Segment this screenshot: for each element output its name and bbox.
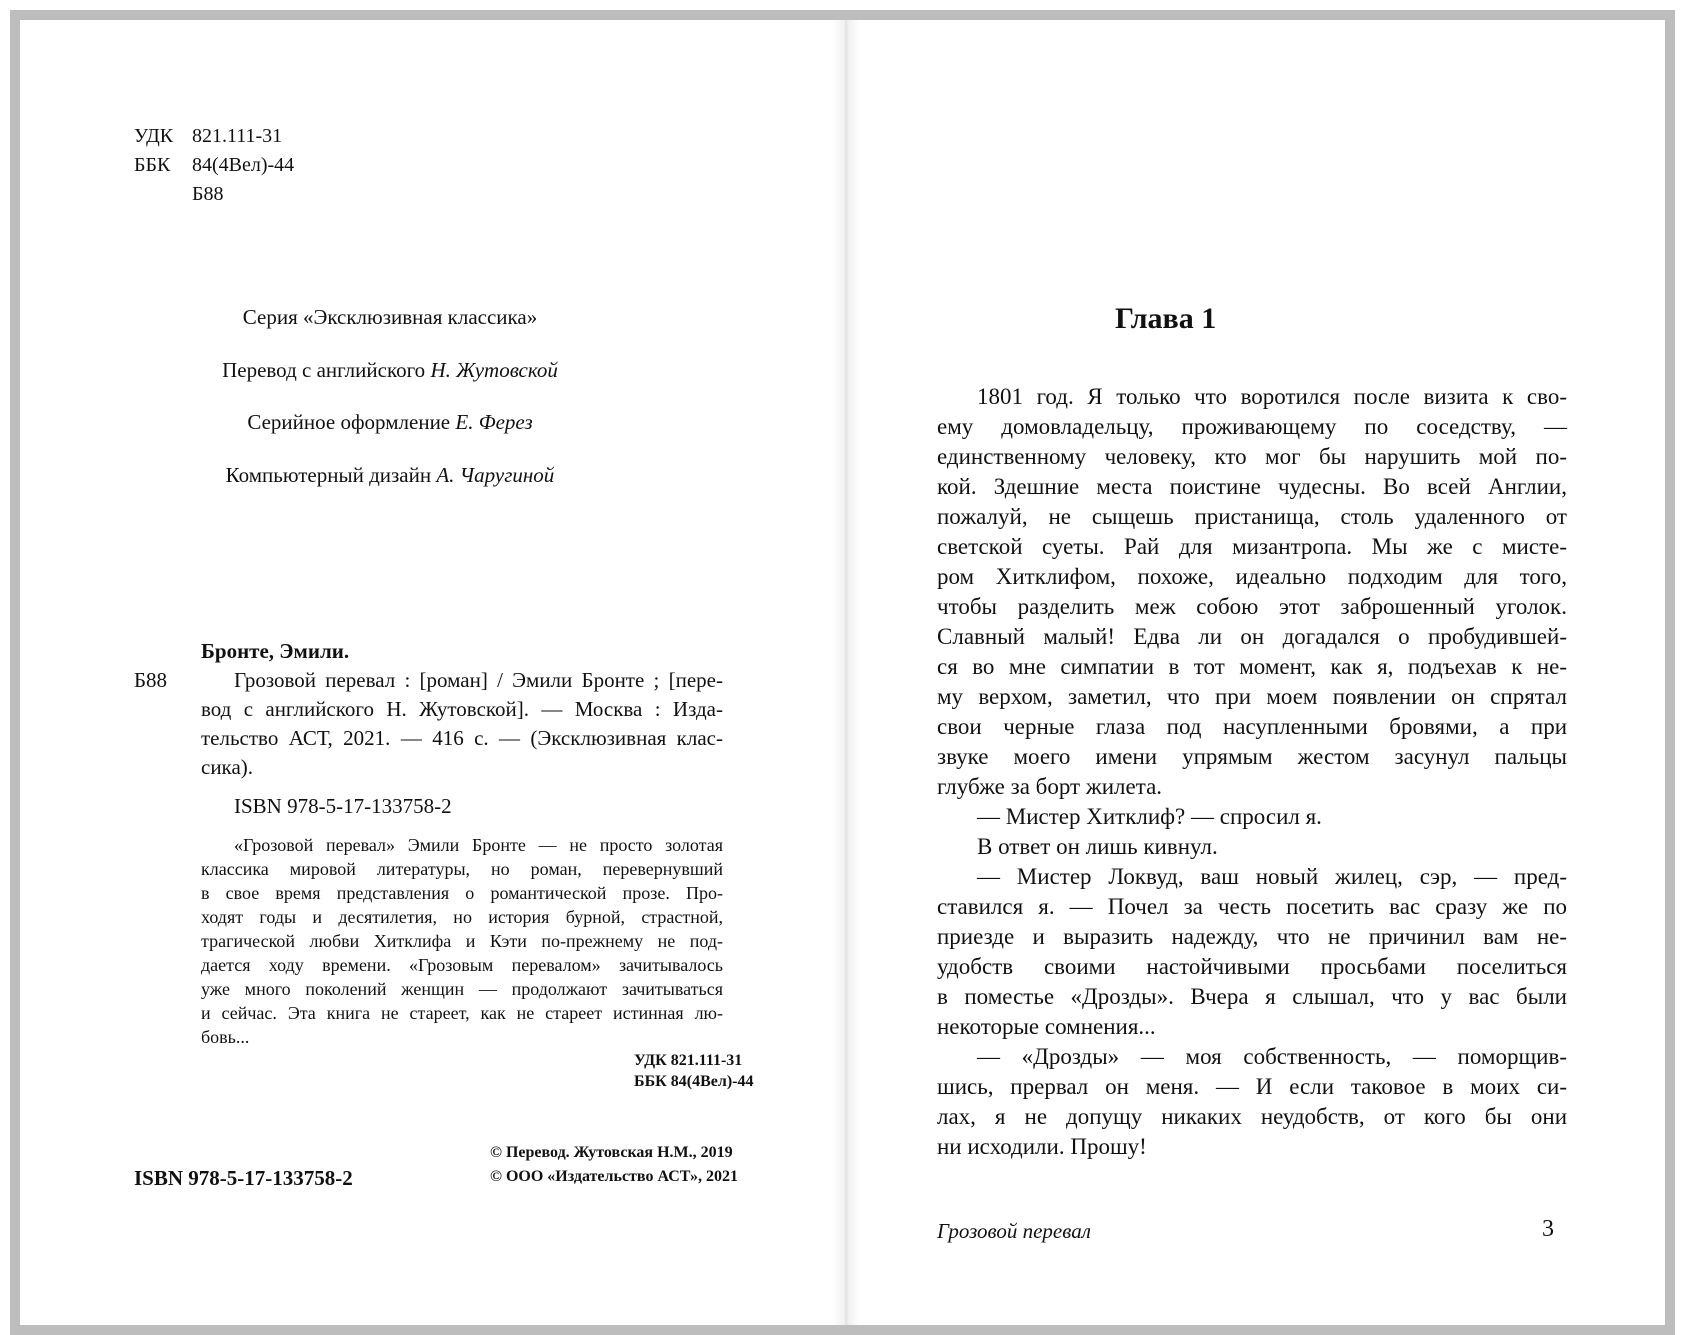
- copyright-translation: © Перевод. Жутовская Н.М., 2019: [490, 1144, 733, 1161]
- text-line: ни исходили. Прошу!: [937, 1134, 1147, 1159]
- biblio-line-2: вод с английского Н. Жутовской]. — Москва : Изда-: [201, 697, 723, 721]
- book-gutter: [832, 20, 860, 1325]
- annotation-line: и сейчас. Эта книга не стареет, как не стареет истинная лю-: [201, 1003, 723, 1023]
- text-line: звуке моего имени упрямым жестом засунул пальцы: [937, 744, 1567, 769]
- running-footer: Грозовой перевал: [937, 1219, 1091, 1243]
- text-line: Славный малый! Едва ли он догадался о пробудившей-: [937, 624, 1567, 649]
- text-line: свои черные глаза под насупленными бровями, а при: [937, 714, 1567, 739]
- author-heading: Бронте, Эмили.: [201, 639, 350, 663]
- page-number: 3: [1542, 1216, 1554, 1242]
- bottom-isbn: ISBN 978-5-17-133758-2: [134, 1166, 353, 1190]
- translation-prefix: Перевод с английского: [222, 358, 431, 382]
- text-line: В ответ он лишь кивнул.: [977, 834, 1218, 859]
- book-spread-frame: [10, 10, 1675, 1335]
- annotation-line: ходят годы и десятилетия, но история бурной, страстной,: [201, 907, 723, 927]
- translation-line: [140, 358, 640, 383]
- udk-line: [134, 122, 282, 151]
- computer-designer-name: А. Чаругиной: [436, 463, 555, 487]
- text-line: светской суеты. Рай для мизантропа. Мы же с мисте-: [937, 534, 1567, 559]
- annotation-line: бовь...: [201, 1027, 250, 1047]
- annotation-line: дается ходу времени. «Грозовым перевалом» зачитывалось: [201, 955, 723, 975]
- biblio-isbn: ISBN 978-5-17-133758-2: [234, 794, 452, 818]
- annotation-line: классика мировой литературы, но роман, перевернувший: [201, 859, 723, 879]
- annotation-line: трагической любви Хитклифа и Кэти по-прежнему не под-: [201, 931, 723, 951]
- text-line: приезде и выразить надежду, что не причинил вам не-: [937, 924, 1567, 949]
- text-line: лах, я не допущу никаких неудобств, от кого бы они: [937, 1104, 1567, 1129]
- text-line: в поместье «Дрозды». Вчера я слышал, что у вас были: [937, 984, 1567, 1009]
- biblio-line-1: Грозовой перевал : [роман] / Эмили Бронте ; [пере-: [234, 668, 723, 692]
- computer-design-line: [140, 463, 640, 488]
- text-line: удобств своими настойчивыми просьбами поселиться: [937, 954, 1567, 979]
- designer-name: Е. Ферез: [455, 410, 533, 434]
- series-prefix: Серия: [242, 305, 303, 329]
- bbk-label: ББК: [134, 154, 171, 176]
- text-line: единственному человеку, кто мог бы нарушить мой по-: [937, 444, 1567, 469]
- computer-design-prefix: Компьютерный дизайн: [225, 463, 437, 487]
- text-line: кой. Здешние места поистине чудесны. Во всей Англии,: [937, 474, 1567, 499]
- copyright-publisher: © ООО «Издательство АСТ», 2021: [490, 1168, 739, 1185]
- text-line: ему домовладельцу, проживающему по соседству, —: [937, 414, 1567, 439]
- index-bbk: ББК 84(4Вел)-44: [634, 1073, 754, 1090]
- chapter-title: Глава 1: [1115, 302, 1217, 335]
- text-line: ром Хитклифом, похоже, идеально подходим для того,: [937, 564, 1567, 589]
- text-line: — Мистер Хитклиф? — спросил я.: [977, 804, 1322, 829]
- text-line: пожалуй, не сыщешь пристанища, столь удаленного от: [937, 504, 1567, 529]
- translator-name: Н. Жутовской: [430, 358, 558, 382]
- text-line: ставился я. — Почел за честь посетить вас сразу же по: [937, 894, 1567, 919]
- biblio-mark: Б88: [134, 668, 168, 692]
- design-prefix: Серийное оформление: [247, 410, 456, 434]
- text-line: 1801 год. Я только что воротился после визита к сво-: [977, 384, 1567, 409]
- series-line: [140, 305, 640, 330]
- text-line: некоторые сомнения...: [937, 1014, 1156, 1039]
- design-line: [140, 410, 640, 435]
- udk-value: 821.111-31: [192, 125, 283, 147]
- text-line: ся во мне симпатии в тот момент, как я, подъехав к не-: [937, 654, 1567, 679]
- text-line: чтобы разделить меж собою этот заброшенный уголок.: [937, 594, 1567, 619]
- text-line: — «Дрозды» — моя собственность, — поморщив-: [977, 1044, 1567, 1069]
- biblio-line-4: сика).: [201, 755, 254, 779]
- udk-label: УДК: [134, 125, 174, 147]
- bbk-value: 84(4Вел)-44: [192, 154, 295, 176]
- text-line: глубже за борт жилета.: [937, 774, 1163, 799]
- text-line: — Мистер Локвуд, ваш новый жилец, сэр, — пред-: [977, 864, 1567, 889]
- text-line: шись, прервал он меня. — И если таковое в моих си-: [937, 1074, 1567, 1099]
- annotation-line: «Грозовой перевал» Эмили Бронте — не просто золотая: [234, 835, 723, 855]
- annotation-line: уже много поколений женщин — продолжают зачитываться: [201, 979, 723, 999]
- index-udk: УДК 821.111-31: [634, 1052, 743, 1069]
- annotation-line: в свое время представления о романтической прозе. Про-: [201, 883, 723, 903]
- biblio-line-3: тельство АСТ, 2021. — 416 с. — (Эксклюзивная клас-: [201, 726, 723, 750]
- book-spread: [20, 20, 1665, 1325]
- author-mark: Б88: [192, 183, 224, 205]
- bbk-line: [134, 151, 294, 180]
- text-line: му верхом, заметил, что при моем появлении он спрятал: [937, 684, 1567, 709]
- series-name: «Эксклюзивная классика»: [302, 305, 538, 329]
